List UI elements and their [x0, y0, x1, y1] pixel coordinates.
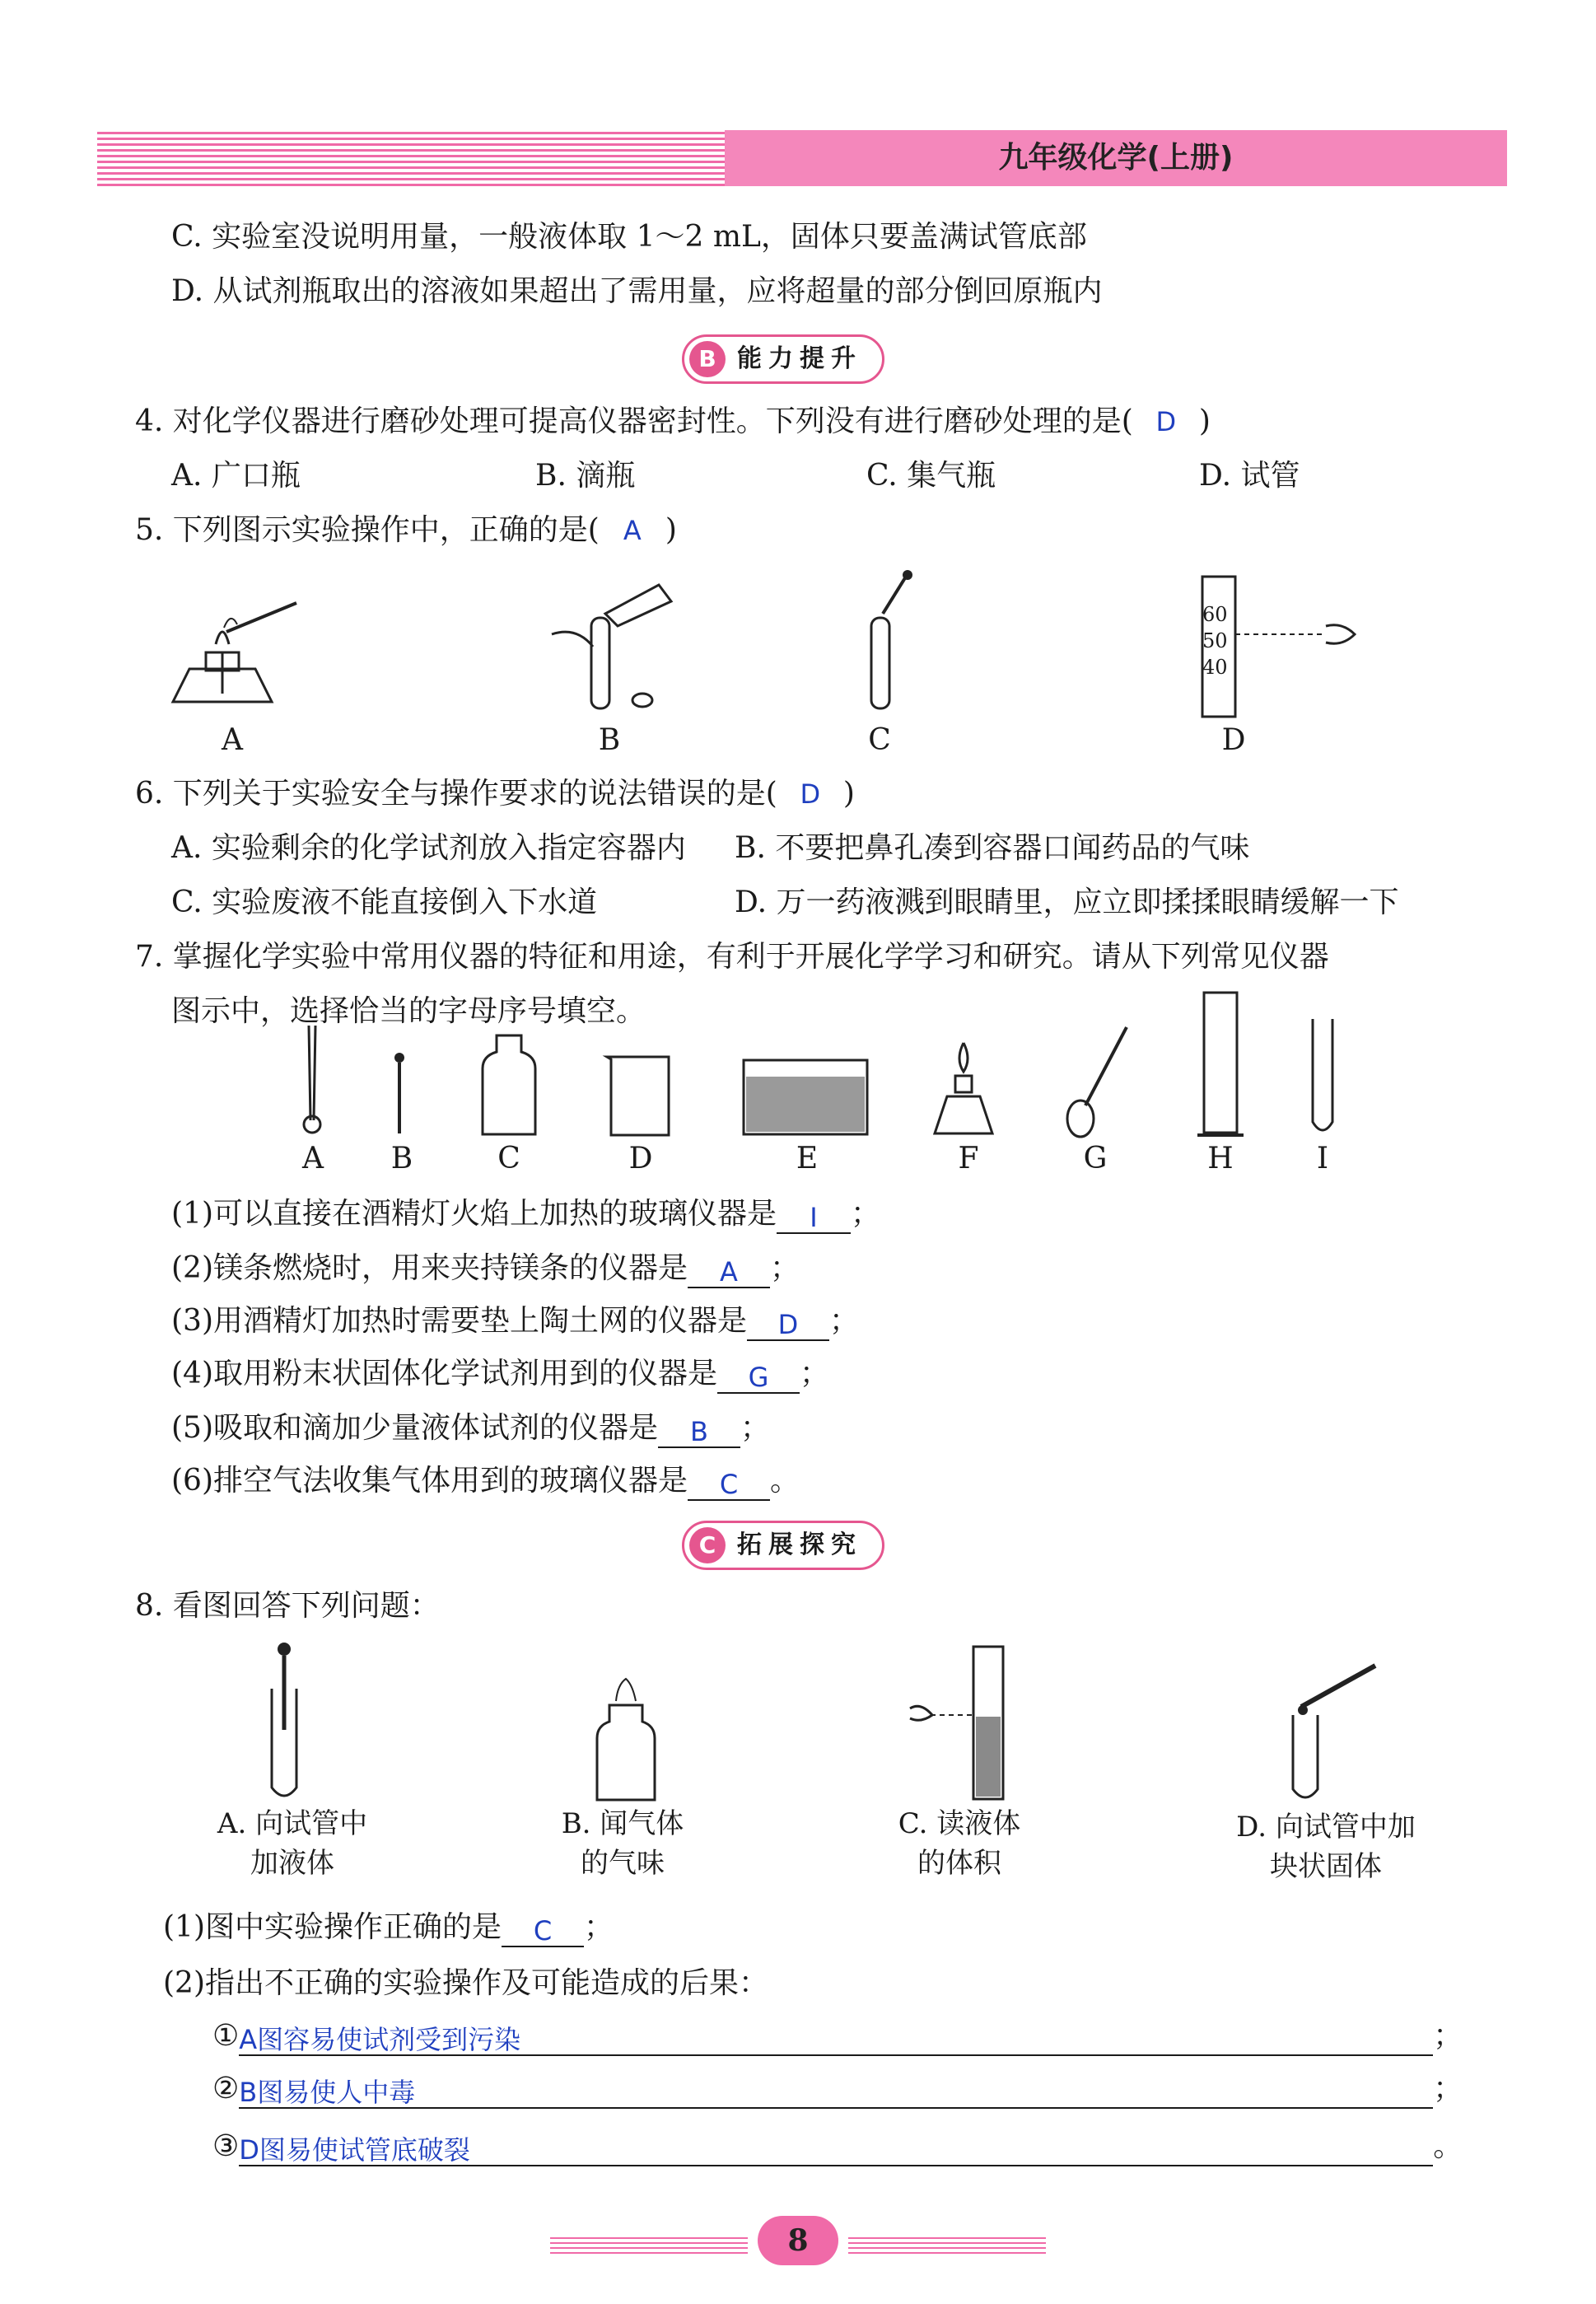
q7-item-end: ； [740, 1411, 771, 1445]
section-letter: C [689, 1527, 726, 1563]
q7-item [171, 1249, 800, 1288]
q7-item-text: (4)取用粉末状固体化学试剂用到的仪器是 [171, 1357, 717, 1390]
q7-item-answer: B [690, 1416, 708, 1447]
q7-apparatus-label: F [958, 1142, 979, 1175]
q5-figure-label: C [868, 723, 891, 757]
q8-answer-end: ； [1433, 2072, 1463, 2105]
q7-apparatus-a-tongs [292, 1021, 334, 1137]
q6-answer: D [800, 778, 821, 810]
q3-option-d: D. 从试剂瓶取出的溶液如果超出了需用量，应将超量的部分倒回原瓶内 [171, 274, 1103, 308]
q8-sub2: (2)指出不正确的实验操作及可能造成的后果： [163, 1966, 768, 2000]
q7-item-end: ； [829, 1304, 860, 1338]
q7-item-end: ； [851, 1197, 881, 1231]
q4-option: D. 试管 [1199, 459, 1300, 493]
q5-scale-label: 60 [1202, 603, 1228, 626]
q7-apparatus-label: D [628, 1142, 653, 1175]
q5-figure-b-pouring [535, 568, 684, 717]
q6-option: B. 不要把鼻孔凑到容器口闻药品的气味 [735, 831, 1250, 865]
q7-item-answer: A [720, 1256, 738, 1288]
section-letter: B [689, 341, 726, 377]
q5-scale [1202, 601, 1228, 680]
q4-stem [135, 402, 1211, 442]
q8-answer-num: ③ [212, 2129, 240, 2163]
page-header-title: 九年级化学(上册) [725, 130, 1507, 186]
q5-figure-label: D [1221, 723, 1246, 757]
q5-close: ) [665, 513, 677, 547]
q8-caption-line: 加液体 [250, 1847, 334, 1880]
q7-apparatus-label: G [1083, 1142, 1108, 1175]
q8-figure-d-add-solid [1285, 1657, 1384, 1806]
q8-answer-line [212, 2069, 1463, 2109]
q8-sub1-text: (1)图中实验操作正确的是 [163, 1910, 502, 1944]
q7-item-answer: D [777, 1309, 799, 1340]
q6-stem-text: 6. 下列关于实验安全与操作要求的说法错误的是( [135, 777, 777, 811]
q7-apparatus-label: C [497, 1142, 520, 1175]
q8-figure-c-read-cylinder [906, 1643, 1029, 1804]
q8-answer-text: B图易使人中毒 [239, 2077, 416, 2108]
q7-apparatus-h-cylinder [1196, 988, 1245, 1138]
q5-figure-a-alcohol-lamp [165, 587, 305, 718]
q6-option: D. 万一药液溅到眼睛里，应立即揉揉眼睛缓解一下 [735, 886, 1399, 919]
q8-caption-line: 块状固体 [1270, 1850, 1382, 1883]
footer-stripe-left [550, 2234, 748, 2254]
q8-figure-a-dropper-inside [264, 1639, 313, 1804]
q7-apparatus-f-alcohol-lamp [931, 1035, 996, 1138]
q8-caption-d [1202, 1807, 1449, 1886]
q4-option: C. 集气瓶 [866, 459, 996, 493]
q8-answer-line [212, 2017, 1463, 2056]
q7-item [171, 1302, 859, 1341]
q7-apparatus-label: H [1207, 1142, 1234, 1175]
q7-item-answer: G [748, 1362, 769, 1393]
q8-caption-line: A. 向试管中 [217, 1807, 368, 1840]
q7-item-text: (2)镁条燃烧时，用来夹持镁条的仪器是 [171, 1251, 688, 1285]
q7-apparatus-i-test-tube [1306, 1015, 1339, 1138]
section-title: 拓展探究 [737, 1531, 862, 1559]
q7-item-end: ； [800, 1357, 830, 1390]
q4-answer: D [1155, 406, 1177, 437]
q4-option: A. 广口瓶 [171, 459, 301, 493]
q7-item-text: (1)可以直接在酒精灯火焰上加热的玻璃仪器是 [171, 1197, 777, 1231]
q8-caption-line: C. 读液体 [898, 1807, 1021, 1840]
page-number: 8 [758, 2216, 838, 2265]
q8-answer-text: A图容易使试剂受到污染 [239, 2024, 521, 2055]
q5-scale-label: 40 [1202, 656, 1228, 679]
q8-answer-text: D图易使试管底破裂 [239, 2134, 470, 2166]
q8-figure-b-smell-gas [593, 1672, 659, 1804]
q7-apparatus-c-gas-bottle [476, 1031, 542, 1138]
q5-answer: A [623, 515, 642, 546]
q7-item [171, 1194, 880, 1234]
footer-stripe-right [848, 2234, 1046, 2254]
q5-figure-label: A [222, 723, 243, 757]
q8-caption-line: B. 闻气体 [561, 1807, 684, 1840]
q7-item [171, 1461, 800, 1501]
q7-apparatus-d-beaker [603, 1053, 677, 1138]
q7-item-end: ； [770, 1251, 800, 1285]
q5-figure-c-dropper [856, 568, 922, 717]
q7-item-text: (6)排空气法收集气体用到的玻璃仪器是 [171, 1464, 688, 1498]
q7-stem-1: 7. 掌握化学实验中常用仪器的特征和用途，有利于开展化学学习和研究。请从下列常见仪器 [135, 940, 1329, 974]
q5-scale-label: 50 [1202, 629, 1228, 652]
q7-item [171, 1409, 770, 1448]
q8-answer-num: ① [212, 2019, 240, 2053]
q4-option: B. 滴瓶 [535, 459, 636, 493]
q7-apparatus-e-trough [740, 1056, 871, 1138]
q7-item-text: (3)用酒精灯加热时需要垫上陶土网的仪器是 [171, 1304, 747, 1338]
q7-item-answer: C [719, 1469, 739, 1500]
q7-apparatus-label: I [1316, 1142, 1329, 1175]
q8-caption-b [524, 1804, 721, 1883]
q8-answer-end: 。 [1433, 2129, 1463, 2163]
q4-stem-text: 4. 对化学仪器进行磨砂处理可提高仪器密封性。下列没有进行磨砂处理的是( [135, 404, 1133, 438]
q7-apparatus-label: A [302, 1142, 324, 1175]
q4-close: ) [1198, 404, 1211, 438]
q7-apparatus-label: B [390, 1142, 413, 1175]
q7-item-answer: I [810, 1202, 818, 1233]
q8-caption-c [856, 1804, 1062, 1883]
q7-apparatus-b-dropper [387, 1051, 412, 1142]
q7-apparatus-label: E [796, 1142, 819, 1175]
q5-stem-text: 5. 下列图示实验操作中，正确的是( [135, 513, 600, 547]
q5-figure-label: B [598, 723, 621, 757]
q8-sub1 [163, 1908, 614, 1947]
q6-option: C. 实验废液不能直接倒入下水道 [171, 886, 598, 919]
q8-sub1-answer: C [533, 1915, 553, 1946]
q7-item-end: 。 [770, 1464, 800, 1498]
q8-caption-a [181, 1804, 404, 1883]
q8-answer-num: ② [212, 2072, 240, 2105]
q7-item-text: (5)吸取和滴加少量液体试剂的仪器是 [171, 1411, 658, 1445]
section-badge-b [682, 334, 884, 384]
section-title: 能力提升 [737, 344, 862, 373]
q8-sub1-end: ； [584, 1910, 614, 1944]
section-badge-c [682, 1521, 884, 1570]
q7-stem-2: 图示中，选择恰当的字母序号填空。 [171, 994, 646, 1028]
q8-answer-line [212, 2127, 1463, 2166]
q6-stem [135, 774, 855, 814]
q7-item [171, 1354, 829, 1394]
q7-apparatus-g-spatula [1061, 1023, 1135, 1138]
q3-option-c: C. 实验室没说明用量，一般液体取 1～2 mL，固体只要盖满试管底部 [171, 220, 1087, 254]
q6-option: A. 实验剩余的化学试剂放入指定容器内 [171, 831, 686, 865]
q8-caption-line: 的体积 [917, 1847, 1001, 1880]
q8-stem: 8. 看图回答下列问题： [135, 1589, 440, 1623]
q8-caption-line: D. 向试管中加 [1236, 1811, 1416, 1844]
q8-answer-end: ； [1433, 2019, 1463, 2053]
q6-close: ) [842, 777, 855, 811]
q5-stem [135, 511, 677, 550]
q8-caption-line: 的气味 [581, 1847, 665, 1880]
